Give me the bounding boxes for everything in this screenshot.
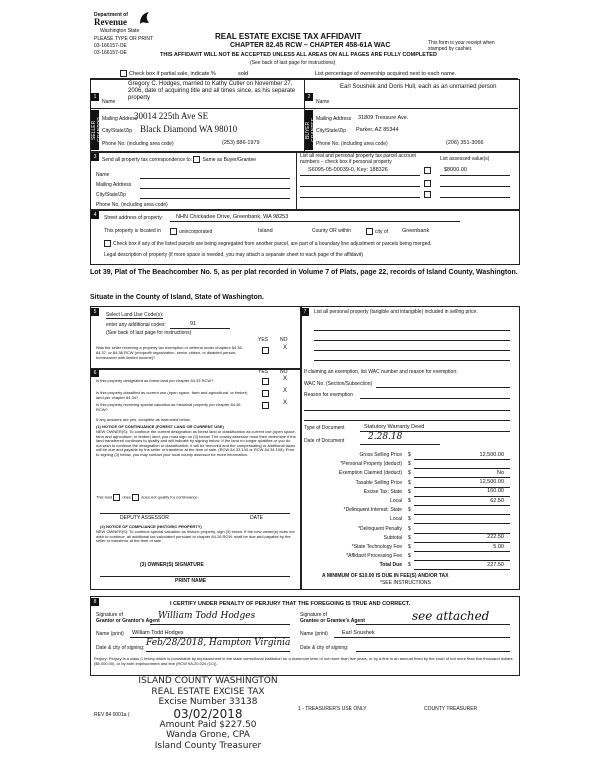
stamp-line-6: Wanda Grone, CPA <box>166 730 250 740</box>
partial-sale-value: sold <box>238 71 249 77</box>
parcel-number: S6095-05-00039-0, Key: 188326 <box>308 167 388 173</box>
parcel-header: List all real and personal property tax parcel account numbers – check box if personal property <box>300 153 416 165</box>
buyer-name-label: Name <box>316 99 330 105</box>
tax-row-value: 5.00 <box>493 543 504 550</box>
form-code-1: 03-166157-OE <box>94 43 127 49</box>
wac-label: WAC No. (Section/Subsection) <box>304 381 373 387</box>
s5-yes: YES <box>258 337 269 343</box>
county-treasurer: COUNTY TREASURER <box>424 706 478 712</box>
tax-row-value: 160.00 <box>487 488 504 495</box>
seller-mail-label: Mailing Address <box>102 116 138 122</box>
minimum-due: A MINIMUM OF $10.00 IS DUE IN FEE(S) AND/OR TAX <box>322 573 449 579</box>
s6-q1-yes[interactable] <box>262 378 269 385</box>
section-7-number: 7 <box>301 308 309 316</box>
tax-row-currency: $ <box>408 507 411 514</box>
seller-name-label: Name <box>102 99 116 105</box>
assessed-value: $8000.00 <box>444 167 467 173</box>
land-qualifies <box>96 494 199 501</box>
stamp-line-4: 03/02/2018 <box>173 706 243 721</box>
street-address: NHN Chickadee Drive, Greenbank, WA 98253 <box>176 214 289 220</box>
grantee-signature: see attached <box>412 609 490 623</box>
tax-row-label: *Affidavit Processing Fee <box>346 553 402 560</box>
exemption-label: If claiming an exemption, list WAC number and reason for exemption: <box>304 369 458 375</box>
seller-city: Black Diamond WA 98010 <box>140 124 238 134</box>
s5-no-answer: X <box>283 345 288 351</box>
tax-row-label: Subtotal <box>383 534 402 541</box>
tax-row-underline <box>414 514 510 515</box>
form-instructions: (See back of last page for instructions) <box>250 60 336 66</box>
deputy-assessor: DEPUTY ASSESSOR <box>120 515 169 521</box>
seller-phone: (253) 886-1979 <box>222 140 260 146</box>
tax-row-currency: $ <box>408 461 411 468</box>
buyer-side-label: BUYER GRANTEE <box>305 110 313 150</box>
seller-city-label: City/State/Zip <box>102 128 133 134</box>
buyer-mail: 31809 Tressure Ave. <box>358 115 409 121</box>
compliance-body: NEW OWNER(S): To continue special valuation as historic property, sign (3) below. If the new owner(s) does not wish to continue, all additional tax calculated pursuant to chapter 84.26 RCW, shall be due and payable by the seller or transferor at the time of sale. <box>96 529 295 544</box>
partial-sale-label: Check box if partial sale, indicate % <box>129 70 216 77</box>
situate-text: Situate in the County of Island, State of Washington. <box>90 294 264 301</box>
grantor-sig-label-2: Grantor or Grantor's Agent <box>96 618 160 624</box>
tax-row-label: Excise Tax: State <box>363 488 402 495</box>
see-instructions: *SEE INSTRUCTIONS <box>380 580 431 586</box>
tax-row-label: *Delinquent Penalty <box>358 525 402 532</box>
seller-name: Gregory C. Hodges, married to Kathy Cutler on November 27, 2006, date of acquiring title and all times since, as his separate property <box>128 81 296 101</box>
land-use-label: Select Land Use Code(s): <box>106 312 164 318</box>
section-5-number: 5 <box>91 308 99 316</box>
s6-q1-no: X <box>283 376 288 382</box>
tax-row-currency: $ <box>408 452 411 458</box>
tax-correspondence-text: Send all property tax correspondence to: <box>102 156 193 163</box>
does-not-label: does not qualify for continuance. <box>141 494 199 500</box>
grantor-name: William Todd Hodges <box>132 630 184 636</box>
tax-row-value: 12,500.00 <box>479 479 504 486</box>
assessed-header: List assessed value(s) <box>440 156 490 162</box>
additional-codes-label: enter any additional codes: <box>106 322 166 328</box>
legal-description: Lot 39, Plat of The Beachcomber No. 5, as per plat recorded in Volume 7 of Plats, page 22, records of Island County, Washington. <box>90 269 518 276</box>
parcel-personal-checkbox-2[interactable] <box>424 180 431 187</box>
tax-row-currency: $ <box>408 488 411 495</box>
city-of <box>366 228 388 235</box>
print-name-label: PRINT NAME <box>175 578 207 584</box>
parcel-personal-checkbox-3[interactable] <box>424 191 431 198</box>
county-value: Island <box>258 228 273 234</box>
partial-sale <box>120 70 216 77</box>
segregate-label: Check box if any of the listed parcels are being segregated from another parcel, are part of a boundary line adjustment or parcels being merged. <box>113 240 432 247</box>
grantor-date-city: Feb/28/2018, Hampton Virginia <box>146 638 291 648</box>
grantor-sig-label-1: Signature of <box>96 612 123 618</box>
s3-phone-label: Phone No. (including area code) <box>96 202 168 208</box>
tax-row-label: Gross Selling Price <box>359 452 402 458</box>
segregate-checkbox[interactable] <box>104 240 111 247</box>
tax-row-currency: $ <box>408 525 411 532</box>
grantee-date-label: Date & city of signing: <box>300 645 349 651</box>
city-value: Greenbank <box>402 228 430 234</box>
tax-row-currency: $ <box>408 553 411 560</box>
buyer-phone: (206) 351-3066 <box>446 140 484 146</box>
legal-label: Legal description of property (if more space is needed, you may attach a separate sheet to each page of the affidavit) <box>104 252 363 258</box>
tax-row-value: 222.50 <box>487 534 504 541</box>
ownership-note: List percentage of ownership acquired next to each name. <box>315 71 457 77</box>
tax-row-currency: $ <box>408 516 411 523</box>
seller-side-label: SELLER GRANTOR <box>91 110 99 150</box>
tax-row-label: *State Technology Fee <box>351 544 402 550</box>
partial-sale-checkbox[interactable] <box>120 70 127 77</box>
compliance-header: (2) NOTICE OF COMPLIANCE (HISTORIC PROPERTY) <box>100 524 202 529</box>
certify-text: I CERTIFY UNDER PENALTY OF PERJURY THAT THE FOREGOING IS TRUE AND CORRECT. <box>170 601 411 607</box>
personal-property-label: List all personal property (tangible and intangible) included in selling price. <box>314 309 478 315</box>
tax-row-label: *Delinquent Interest: State <box>343 507 402 514</box>
unincorporated-label: unincorporated <box>179 228 213 235</box>
s6-q2-no: X <box>283 388 288 394</box>
tax-row-label: Local <box>390 498 402 504</box>
buyer-city: Parker, AZ 85344 <box>356 127 399 133</box>
s3-city-label: City/State/Zip <box>96 192 127 198</box>
doc-date: 2.28.18 <box>368 432 403 442</box>
s5-question: Was the seller receiving a property tax exemption or deferral under chapters 84.36, 84.37, or 84.38 RCW (nonprofit organization, senior citizen, or disabled person, homeowner with limited income)? <box>96 345 243 360</box>
same-as-buyer-checkbox[interactable] <box>193 156 200 163</box>
tax-row-underline <box>414 569 510 570</box>
please-type: PLEASE TYPE OR PRINT <box>94 36 154 42</box>
tax-row-currency: $ <box>408 562 411 569</box>
deputy-date: DATE <box>250 515 263 521</box>
tax-row-value: 227.50 <box>487 561 504 568</box>
s6-no: NO <box>280 369 288 375</box>
s6-q3: Is this property receiving special valuation as historical property per chapter 84.26 RCW? <box>96 402 241 412</box>
rev-code: REV 84 0001a ( <box>94 712 130 718</box>
stamp-line-5: Amount Paid $227.50 <box>159 719 257 730</box>
section-8-number: 8 <box>91 598 99 606</box>
stamp-line-2: REAL ESTATE EXCISE TAX <box>151 686 265 697</box>
does-label: does <box>122 494 132 500</box>
unincorporated <box>170 228 212 235</box>
reason-label: Reason for exemption <box>304 392 353 398</box>
does-not-checkbox[interactable] <box>132 494 139 501</box>
s6-q1: Is this property designated as forest land per chapter 84.33 RCW? <box>96 378 214 383</box>
section-6-number: 6 <box>91 369 99 377</box>
tax-row-label: Taxable Selling Price <box>355 479 402 486</box>
parcel-personal-checkbox[interactable] <box>424 167 431 174</box>
tax-row-currency: $ <box>408 479 411 486</box>
does-checkbox[interactable] <box>113 494 120 501</box>
tax-row-underline <box>414 551 510 552</box>
tax-row-value: 12,500.00 <box>479 451 504 458</box>
grantee-name-label: Name (print) <box>300 631 328 637</box>
land-use-code: 91 <box>190 321 197 327</box>
located-label: This property is located in <box>104 228 161 234</box>
s5-yes-checkbox[interactable] <box>262 347 269 354</box>
grantee-sig-label-2: Grantee or Grantee's Agent <box>300 618 365 624</box>
buyer-phone-label: Phone No. (including area code) <box>316 141 388 147</box>
section-4-number: 4 <box>91 211 99 219</box>
city-of-checkbox[interactable] <box>366 228 373 235</box>
unincorporated-checkbox[interactable] <box>170 228 177 235</box>
grantor-name-label: Name (print) <box>96 631 124 637</box>
tax-row-value: 62.50 <box>490 497 504 504</box>
tax-row-label: *Personal Property (deduct) <box>340 461 402 468</box>
stamp-line-3: Excise Number 33138 <box>158 697 258 707</box>
stamp-line-1: ISLAND COUNTY WASHINGTON <box>138 676 278 686</box>
grantor-date-label: Date & city of signing: <box>96 645 145 651</box>
grantee-sig-label-1: Signature of <box>300 612 327 618</box>
tax-row-underline <box>414 459 510 460</box>
treasurer-stamp <box>108 676 308 751</box>
seller-phone-label: Phone No. (including area code) <box>102 141 174 147</box>
see-back-label: (See back of last page for instructions) <box>106 330 192 336</box>
state-label: Washington State <box>100 28 140 34</box>
tax-row-underline <box>414 505 510 506</box>
county-label: County OR within <box>312 228 351 234</box>
tax-row-underline <box>414 523 510 524</box>
land-does-label: This land <box>96 494 113 500</box>
s6-if-yes: If any answers are yes, complete as instructed below. <box>96 417 191 422</box>
buyer-city-label: City/State/Zip <box>316 128 347 134</box>
buyer-mail-label: Mailing Address <box>316 116 352 122</box>
section-1-number: 1 <box>91 93 99 101</box>
s6-q2: Is this property classified as current use (open space, farm and agricultural, or timber) land per chapter 84.34? <box>96 390 248 400</box>
doc-date-label: Date of Document <box>304 438 345 444</box>
continuance-body: NEW OWNER(S): To continue the current designation as forest land or classification as current use (open space, farm and agriculture, or timber) land, you must sign on (3) below. The county assessor must then determine if the land transferred continues to qualify and will indicate by signing below. If the land no longer qualifies or you do not wish to continue the designation or classification, it will be removed and the compensating or additional taxes will be due and payable by the seller or transferor at the time of sale. (RCW 84.33.140 or RCW 84.34.108). Prior to signing (3) below, you may contact your local county assessor for more information. <box>96 429 296 457</box>
s6-q2-yes[interactable] <box>262 390 269 397</box>
s6-q3-yes[interactable] <box>262 402 269 409</box>
tax-row-label: Local <box>390 516 402 523</box>
tax-correspondence-label <box>102 156 256 163</box>
owner-signature-label: (3) OWNER(S) SIGNATURE <box>140 562 204 568</box>
grantee-name: Earl Soushek <box>342 630 375 636</box>
same-as-buyer-label: Same as Buyer/Grantee <box>202 156 257 163</box>
tax-row-currency: $ <box>408 544 411 550</box>
stamp-line-7: Island County Treasurer <box>154 740 262 751</box>
form-chapter: CHAPTER 82.45 RCW – CHAPTER 458-61A WAC <box>230 42 391 49</box>
tax-row-label: Exemption Claimed (deduct) <box>338 470 402 477</box>
grantor-signature: William Todd Hodges <box>158 611 256 621</box>
tax-row-value: No <box>496 469 504 476</box>
doc-type-label: Type of Document <box>304 425 345 431</box>
s6-q3-no: X <box>283 400 288 406</box>
treasurer-use: 1 - TREASURER'S USE ONLY <box>298 706 367 712</box>
tax-row-currency: $ <box>408 498 411 504</box>
form-code-2: 03-166157-OE <box>94 50 127 56</box>
perjury-notice: Perjury: Perjury is a class C felony which is punishable by imprisonment in the state correctional institution for a maximum term of not more than five years, or by a fine in an amount fixed by the court of not more than five thousand dollars ($5,000.00), or by both imprisonment and fine (RCW 9A.20.020 (1C)). <box>94 656 513 666</box>
revenue-logo: Revenue <box>94 17 127 27</box>
s3-mailing-label: Mailing Address <box>96 182 132 188</box>
buyer-name: Earl Soushek and Doris Hull, each as an unmarried person <box>340 84 497 90</box>
s6-yes: YES <box>258 369 269 375</box>
s3-name-label: Name <box>96 172 110 178</box>
form-title: REAL ESTATE EXCISE TAX AFFIDAVIT <box>215 32 362 41</box>
section-3-number: 3 <box>91 153 99 161</box>
form-notice: THIS AFFIDAVIT WILL NOT BE ACCEPTED UNLESS ALL AREAS ON ALL PAGES ARE FULLY COMPLETED <box>160 52 437 58</box>
dept-label: Department of <box>94 12 128 18</box>
segregate-note <box>104 240 432 247</box>
tax-row-currency: $ <box>408 470 411 477</box>
city-of-label: city of <box>375 228 389 235</box>
seller-mail: 30014 225th Ave SE <box>134 111 209 121</box>
street-label: Street address of property: <box>104 215 164 221</box>
receipt-note: This form is your receipt when stamped by cashier. <box>428 40 495 52</box>
continuance-header: (1) NOTICE OF CONTINUANCE (FOREST LAND OR CURRENT USE) <box>96 424 224 429</box>
tax-row-label: Total Due <box>379 562 402 569</box>
s5-no: NO <box>280 337 288 343</box>
section-2-number: 2 <box>305 93 313 101</box>
tax-row-currency: $ <box>408 534 411 541</box>
revenue-logo-icon <box>138 11 150 25</box>
doc-type: Statutory Warranty Deed <box>364 424 425 430</box>
